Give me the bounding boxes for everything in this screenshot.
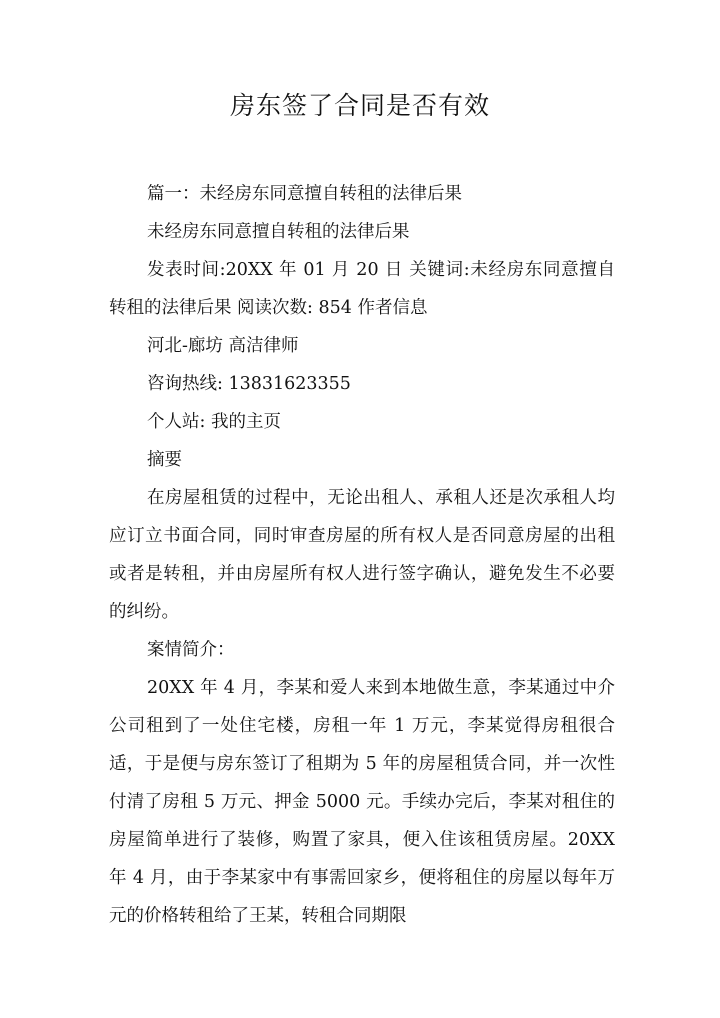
paragraph-section-heading: 篇一：未经房东同意擅自转租的法律后果: [147, 184, 462, 204]
document-title: 房东签了合同是否有效: [229, 91, 490, 120]
paragraph-article-title: 未经房东同意擅自转租的法律后果: [147, 222, 410, 242]
document-body: [109, 175, 615, 935]
paragraph-personal-site: 个人站: 我的主页: [147, 412, 281, 432]
paragraph-abstract-heading: 摘要: [147, 450, 182, 470]
paragraph-case-body: 20XX 年 4 月，李某和爱人来到本地做生意，李某通过中介公司租到了一处住宅楼，房租一年 1 万元，李某觉得房租很合适，于是便与房东签订了租期为 5 年的房屋租赁合同，并一次性付清了房租 5 万元、押金 5000 元。手续办完后，李某对租住的房屋简单进行了装修，购置了家具，便入住该租赁房屋。20XX 年 4 月，由于李某家中有事需回家乡，便将租住的房屋以每年万元的价格转租给了王某，转租合同期限: [109, 678, 615, 926]
paragraph-case-heading: 案情简介：: [147, 640, 235, 660]
paragraph-publish-info: 发表时间:20XX 年 01 月 20 日 关键词:未经房东同意擅自转租的法律后果 阅读次数: 854 作者信息: [109, 260, 615, 318]
paragraph-abstract-body: 在房屋租赁的过程中，无论出租人、承租人还是次承租人均应订立书面合同，同时审查房屋的所有权人是否同意房屋的出租或者是转租，并由房屋所有权人进行签字确认，避免发生不必要的纠纷。: [109, 488, 615, 622]
paragraph-hotline: 咨询热线: 13831623355: [147, 374, 351, 394]
paragraph-author-location: 河北-廊坊 高洁律师: [147, 336, 299, 356]
